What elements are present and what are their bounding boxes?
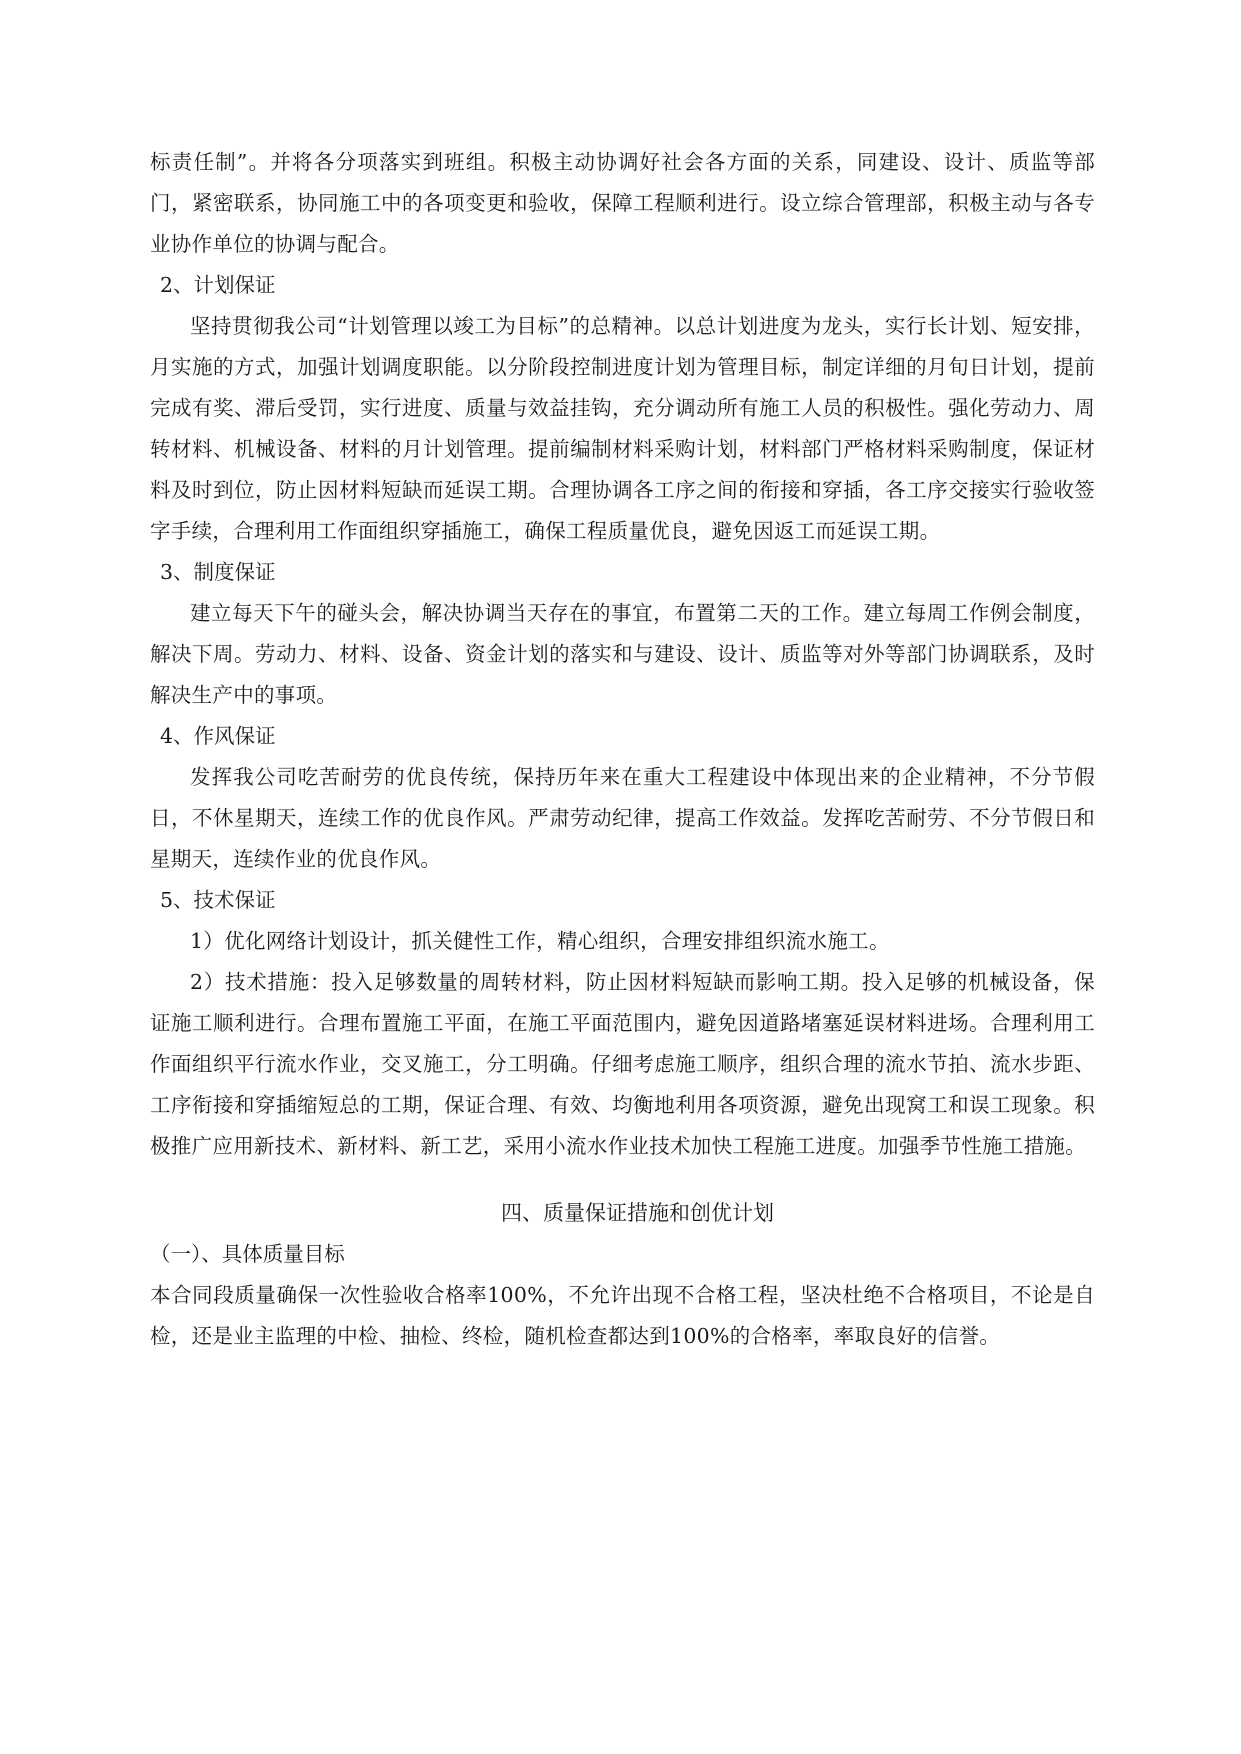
document-page	[150, 142, 1095, 1357]
paragraph-plan-guarantee: 坚持贯彻我公司“计划管理以竣工为目标”的总精神。以总计划进度为龙头，实行长计划、短安排，月实施的方式，加强计划调度职能。以分阶段控制进度计划为管理目标，制定详细的月旬日计划，提前完成有奖、滞后受罚，实行进度、质量与效益挂钩，充分调动所有施工人员的积极性。强化劳动力、周转材料、机械设备、材料的月计划管理。提前编制材料采购计划，材料部门严格材料采购制度，保证材料及时到位，防止因材料短缺而延误工期。合理协调各工序之间的衔接和穿插，各工序交接实行验收签字手续，合理利用工作面组织穿插施工，确保工程质量优良，避免因返工而延误工期。	[150, 314, 1095, 543]
heading-tech-guarantee: 5、技术保证	[160, 888, 276, 912]
paragraph-tech-item-2: 2）技术措施：投入足够数量的周转材料，防止因材料短缺而影响工期。投入足够的机械设备，保证施工顺利进行。合理布置施工平面，在施工平面范围内，避免因道路堵塞延误材料进场。合理利用工作面组织平行流水作业，交叉施工，分工明确。仔细考虑施工顺序，组织合理的流水节拍、流水步距、工序衔接和穿插缩短总的工期，保证合理、有效、均衡地利用各项资源，避免出现窝工和误工现象。积极推广应用新技术、新材料、新工艺，采用小流水作业技术加快工程施工进度。加强季节性施工措施。	[150, 970, 1095, 1158]
paragraph-quality-goal: 本合同段质量确保一次性验收合格率100%，不允许出现不合格工程，坚决杜绝不合格项目，不论是自检，还是业主监理的中检、抽检、终检，随机检查都达到100%的合格率，率取良好的信誉。	[150, 1283, 1095, 1348]
paragraph-style-guarantee: 发挥我公司吃苦耐劳的优良传统，保持历年来在重大工程建设中体现出来的企业精神，不分节假日，不休星期天，连续工作的优良作风。严肃劳动纪律，提高工作效益。发挥吃苦耐劳、不分节假日和星期天，连续作业的优良作风。	[150, 765, 1095, 871]
paragraph-responsibility: 标责任制”。并将各分项落实到班组。积极主动协调好社会各方面的关系，同建设、设计、质监等部门，紧密联系，协同施工中的各项变更和验收，保障工程顺利进行。设立综合管理部，积极主动与各专业协作单位的协调与配合。	[150, 150, 1095, 256]
section-spacer	[150, 1167, 1095, 1193]
section-title-quality: 四、质量保证措施和创优计划	[501, 1201, 774, 1225]
heading-style-guarantee: 4、作风保证	[160, 724, 276, 748]
paragraph-system-guarantee: 建立每天下午的碰头会，解决协调当天存在的事宜，布置第二天的工作。建立每周工作例会制度，解决下周。劳动力、材料、设备、资金计划的落实和与建设、设计、质监等对外等部门协调联系，及时解决生产中的事项。	[150, 601, 1095, 707]
heading-plan-guarantee: 2、计划保证	[160, 273, 276, 297]
subheading-quality-goal: （一）、具体质量目标	[150, 1242, 345, 1266]
heading-system-guarantee: 3、制度保证	[160, 560, 276, 584]
paragraph-tech-item-1: 1）优化网络计划设计，抓关健性工作，精心组织，合理安排组织流水施工。	[190, 929, 890, 953]
